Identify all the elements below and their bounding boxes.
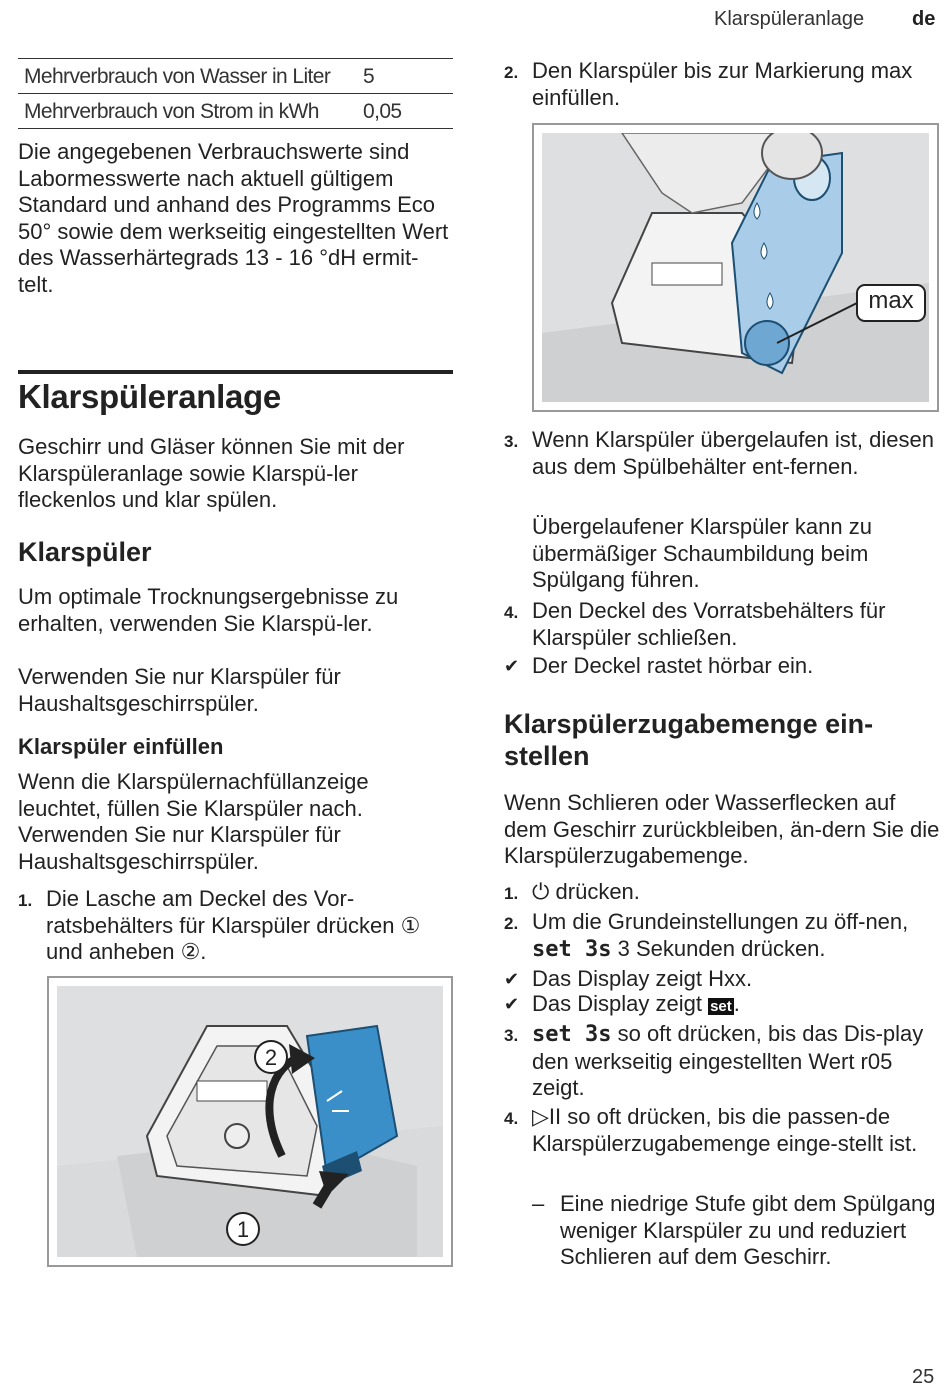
figure-background: [542, 133, 929, 402]
set-display-badge: set: [710, 998, 732, 1015]
step-4: [504, 598, 940, 651]
z-result-2: [504, 991, 940, 1021]
step-text: 3 Sekunden drücken.: [611, 935, 826, 961]
start-pause-icon: ▷II: [532, 1104, 562, 1129]
step-1: [18, 886, 453, 966]
step-text: Den Klarspüler bis zur Markierung max einfüllen.: [532, 58, 913, 110]
step-text: so oft drücken, bis das Dis-play den werkseitig eingestellten Wert r05 zeigt.: [532, 1021, 924, 1100]
figure-fill-max: [532, 123, 939, 412]
set-3s-key: set 3s: [532, 936, 612, 962]
step-number: 4.: [504, 603, 519, 622]
callout-1-label: 1: [236, 1217, 250, 1242]
consumption-table: [18, 58, 453, 129]
z-step-1: [504, 879, 940, 908]
klarspueler-heading: Klarspüler: [18, 537, 152, 567]
einfuellen-paragraph-1: Wenn die Klarspülernachfüllanzeige leuchtet, füllen Sie Klarspüler nach.: [18, 769, 369, 821]
z-result-1: [504, 966, 940, 993]
table-cell-label: Mehrverbrauch von Wasser in Liter: [18, 59, 363, 94]
z-step-2: [504, 909, 940, 963]
klarspueler-paragraph-1: Um optimale Trocknungsergebnisse zu erhalten, verwenden Sie Klarspü-ler.: [18, 584, 399, 636]
step-text: Wenn Klarspüler übergelaufen ist, diesen aus dem Spülbehälter ent-fernen.: [532, 427, 934, 479]
z-step-4-note: [504, 1191, 940, 1271]
note-text: Eine niedrige Stufe gibt dem Spülgang weniger Klarspüler zu und reduziert Schlieren auf dem Geschirr.: [560, 1191, 936, 1269]
result-line: [504, 653, 940, 680]
step-text: so oft drücken, bis die passen-de Klarspülerzugabemenge einge-stellt ist.: [532, 1104, 918, 1156]
step-number: 3.: [504, 432, 519, 451]
step-content: [532, 879, 940, 908]
check-icon: ✔: [504, 969, 520, 989]
step-number: 2.: [504, 63, 519, 82]
z-step-3: [504, 1021, 940, 1102]
step-3: [504, 427, 940, 480]
dispenser-fill-illustration: [542, 133, 929, 402]
step-text: Den Deckel des Vorratsbehälters für Klarspüler schließen.: [532, 598, 886, 650]
step-3-note: Übergelaufener Klarspüler kann zu übermäßiger Schaumbildung beim Spülgang führen.: [532, 514, 872, 592]
power-icon: ⏻: [532, 879, 550, 904]
result-text: Der Deckel rastet hörbar ein.: [532, 653, 814, 678]
result-text: .: [733, 991, 740, 1016]
step-number: 1.: [504, 884, 519, 903]
dash-marker: –: [532, 1191, 545, 1216]
table-cell-value: 5: [363, 59, 453, 94]
step-number: 4.: [504, 1109, 519, 1128]
klarspueler-paragraph-2: Verwenden Sie nur Klarspüler für Haushaltsgeschirrspüler.: [18, 664, 341, 716]
step-text: Die Lasche am Deckel des Vor-ratsbehälters für Klarspüler drücken ① und anheben ②.: [46, 886, 421, 964]
table-row: [18, 59, 453, 94]
einfuellen-heading: Klarspüler einfüllen: [18, 734, 224, 759]
table-cell-value: 0,05: [363, 94, 453, 129]
step-content: [532, 1021, 940, 1102]
step-number: 3.: [504, 1026, 519, 1045]
running-header-title: Klarspüleranlage: [714, 8, 865, 30]
step-2: [504, 58, 940, 111]
section-title: Klarspüleranlage: [18, 378, 281, 415]
check-icon: ✔: [504, 994, 520, 1014]
section-rule: [18, 370, 453, 374]
step-content: [532, 1104, 940, 1157]
step-text: drücken.: [549, 879, 640, 904]
step-content: [532, 909, 940, 963]
section-intro: Geschirr und Gläser können Sie mit der Klarspüleranlage sowie Klarspü-ler fleckenlos und klar spülen.: [18, 434, 405, 512]
zugabemenge-intro: Wenn Schlieren oder Wasserflecken auf dem Geschirr zurückbleiben, än-dern Sie die Klarspülerzugabemenge.: [504, 790, 940, 868]
callout-2-label: 2: [264, 1045, 278, 1070]
step-number: 1.: [18, 891, 33, 910]
z-step-4: [504, 1104, 940, 1157]
check-icon: ✔: [504, 656, 520, 676]
table-row: [18, 94, 453, 129]
step-3-note-wrap: [504, 514, 940, 594]
einfuellen-paragraph-2: Verwenden Sie nur Klarspüler für Haushaltsgeschirrspüler.: [18, 822, 341, 874]
figure-open-lid: [47, 976, 453, 1267]
step-text: Um die Grundeinstellungen zu öff-nen,: [532, 909, 909, 934]
result-text: Das Display zeigt Hxx.: [532, 966, 753, 991]
figure-background: [57, 986, 443, 1257]
result-content: [532, 991, 740, 1021]
set-3s-key: set 3s: [532, 1022, 612, 1047]
consumption-table-wrap: [18, 58, 453, 129]
table-cell-label: Mehrverbrauch von Strom in kWh: [18, 94, 363, 129]
max-callout-label: max: [868, 287, 914, 314]
consumption-note: Die angegebenen Verbrauchswerte sind Labormesswerte nach aktuell gültigem Standard und anhand des Programms Eco 50° sowie dem werkseitig eingestellten Wert des Wasserhärtegrads 13 - 16 °dH ermit-telt.: [18, 139, 449, 297]
result-text: Das Display zeigt: [532, 991, 709, 1016]
step-number: 2.: [504, 914, 519, 933]
zugabemenge-heading: Klarspülerzugabemenge ein-stellen: [504, 709, 874, 771]
page-number: 25: [912, 1366, 935, 1388]
running-header-language: de: [912, 8, 936, 30]
